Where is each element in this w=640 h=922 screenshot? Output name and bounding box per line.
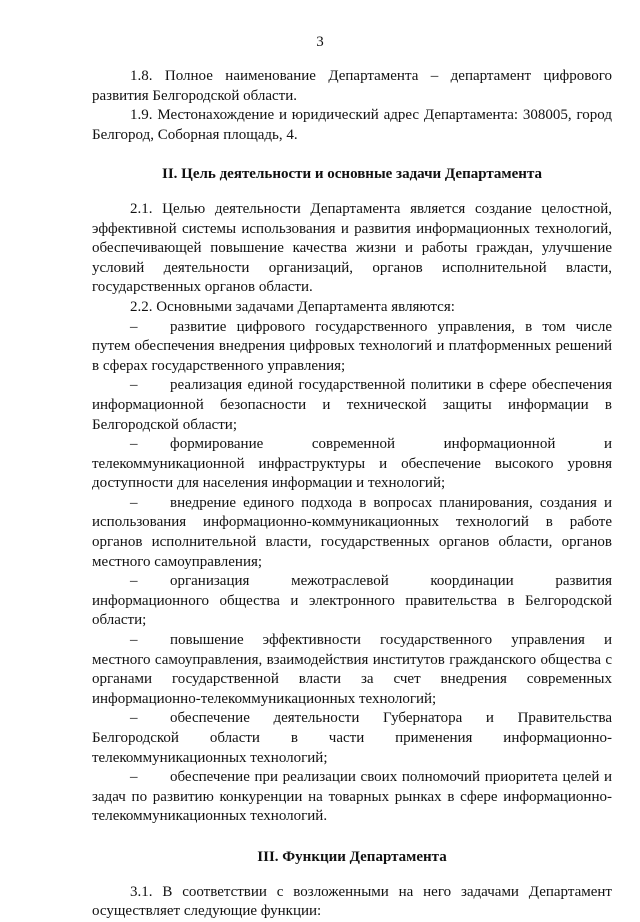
spacer: [92, 827, 612, 848]
task-item-text: внедрение единого подхода в вопросах планирования, создания и использования информационно-коммуникационных технологий в работе органов исполнительной власти, государственных органов области, органов местного самоуправления;: [92, 494, 612, 570]
section-3-heading: III. Функции Департамента: [257, 848, 447, 865]
task-item-text: обеспечение при реализации своих полномочий приоритета целей и задач по развитию конкуренции на товарных рынках в сфере информационно-телекоммуникационных технологий.: [92, 769, 612, 825]
paragraph-1-8: 1.8. Полное наименование Департамента – департамент цифрового развития Белгородской области.: [92, 68, 612, 104]
paragraph-2-2: 2.2. Основными задачами Департамента являются:: [130, 298, 455, 315]
spacer: [92, 145, 612, 165]
page-number: 3: [316, 34, 324, 50]
task-item: [92, 494, 612, 572]
task-item: [92, 572, 612, 631]
dash-marker: –: [130, 494, 138, 511]
document-body: [92, 67, 612, 922]
dash-marker: –: [130, 573, 138, 590]
paragraph-2-1: 2.1. Целью деятельности Департамента является создание целостной, эффективной системы использования и развития информационных технологий, обеспечивающей повышение качества жизни и работы граждан, улучшение условий деятельности организаций, органов исполнительной власти, государственных органов области.: [92, 200, 612, 296]
task-item-text: реализация единой государственной политики в сфере обеспечения информационной безопасности и технической защиты информации в Белгородской области;: [92, 377, 612, 433]
task-item: [92, 631, 612, 709]
task-item: [92, 376, 612, 435]
dash-marker: –: [130, 769, 138, 786]
task-item-text: формирование современной информационной и телекоммуникационной инфраструктуры и обеспечение высокого уровня доступности для населения информации и технологий;: [92, 436, 612, 492]
task-item: [92, 768, 612, 827]
task-item: [92, 435, 612, 494]
task-item-text: развитие цифрового государственного управления, в том числе путем обеспечения внедрения цифровых технологий и платформенных решений в сферах государственного управления;: [92, 318, 612, 374]
task-item-text: повышение эффективности государственного управления и местного самоуправления, взаимодействия институтов гражданского общества с органами государственной власти за счет внедрения современных информационно-телекоммуникационных технологий;: [92, 632, 612, 707]
task-item: [92, 709, 612, 768]
dash-marker: –: [130, 377, 138, 394]
dash-marker: –: [130, 710, 138, 727]
section-2-heading: II. Цель деятельности и основные задачи Департамента: [161, 166, 542, 183]
spacer: [92, 868, 612, 883]
dash-marker: –: [130, 632, 138, 649]
dash-marker: –: [130, 436, 138, 453]
paragraph-3-1: 3.1. В соответствии с возложенными на него задачами Департамент осуществляет следующие функции:: [92, 883, 612, 920]
paragraph-1-9: 1.9. Местонахождение и юридический адрес Департамента: 308005, город Белгород, Соборная площадь, 4.: [92, 107, 612, 143]
dash-marker: –: [130, 318, 138, 335]
spacer: [92, 185, 612, 200]
task-item-text: организация межотраслевой координации развития информационного общества и электронного правительства в Белгородской области;: [92, 573, 612, 629]
task-item: [92, 318, 612, 377]
task-item-text: обеспечение деятельности Губернатора и Правительства Белгородской области в части применения информационно-телекоммуникационных технологий;: [92, 710, 612, 766]
